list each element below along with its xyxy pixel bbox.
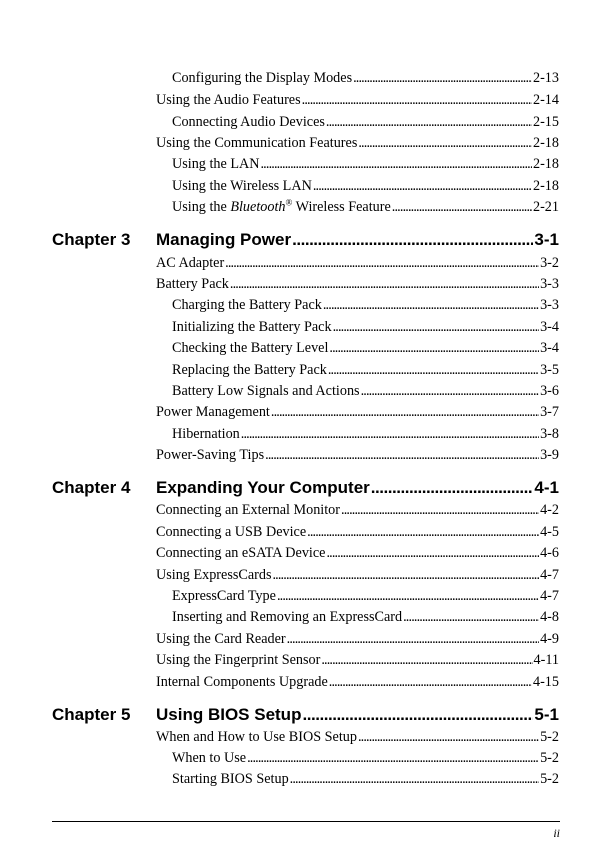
toc-entry[interactable] (156, 567, 559, 587)
toc-entry[interactable] (172, 156, 559, 176)
leader-dots (326, 545, 539, 562)
leader-dots (313, 178, 532, 195)
leader-dots (225, 255, 539, 272)
toc-entry[interactable] (172, 297, 559, 317)
footer-rule (52, 821, 560, 822)
toc-entry-label: Using the Card Reader (156, 631, 286, 647)
toc-entry[interactable] (172, 362, 559, 382)
chapter-heading-4[interactable] (0, 478, 613, 502)
toc-entry-label: Using the Fingerprint Sensor (156, 652, 321, 668)
leader-dots (241, 426, 539, 443)
leader-dots (333, 319, 540, 336)
toc-entry-label: Starting BIOS Setup (172, 771, 289, 787)
leader-dots (341, 502, 539, 519)
registered-mark: ® (285, 197, 293, 208)
leader-dots (302, 705, 533, 725)
toc-entry-label: ExpressCard Type (172, 588, 276, 604)
toc-entry[interactable] (156, 524, 559, 544)
chapter-heading-3[interactable] (0, 230, 613, 254)
leader-dots (329, 674, 532, 691)
toc-entry-page: 4-5 (540, 524, 559, 540)
toc-entry-page: 3-3 (540, 276, 559, 292)
toc-entry-page: 3-9 (540, 447, 559, 463)
toc-entry-label: When to Use (172, 750, 247, 766)
leader-dots (302, 92, 532, 109)
leader-dots (323, 297, 539, 314)
chapter-page: 5-1 (534, 705, 559, 724)
leader-dots (277, 588, 539, 605)
toc-entry-page: 3-3 (540, 297, 559, 313)
toc-entry-label: Using the Wireless LAN (172, 178, 312, 194)
toc-entry[interactable] (156, 404, 559, 424)
toc-entry[interactable] (156, 674, 559, 694)
leader-dots (329, 340, 539, 357)
toc-entry-label: Battery Low Signals and Actions (172, 383, 360, 399)
chapter-heading-5[interactable] (0, 705, 613, 729)
leader-dots (247, 750, 539, 767)
toc-entry-page: 5-2 (540, 771, 559, 787)
toc-entry[interactable] (156, 631, 559, 651)
footer-page-number: ii (553, 826, 560, 840)
toc-entry-page: 4-7 (540, 567, 559, 583)
chapter-title: Expanding Your Computer (156, 478, 370, 497)
bluetooth-brand: Bluetooth (230, 199, 286, 215)
toc-entry-label: Using the Communication Features (156, 135, 358, 151)
toc-entry-label: Connecting Audio Devices (172, 114, 325, 130)
toc-entry-page: 3-8 (540, 426, 559, 442)
toc-entry-label: Connecting an External Monitor (156, 502, 341, 518)
chapter-label: Chapter 4 (52, 478, 131, 497)
toc-entry[interactable] (172, 383, 559, 403)
toc-entry[interactable] (172, 178, 559, 198)
toc-entry-bluetooth[interactable] (172, 199, 559, 219)
leader-dots (292, 230, 533, 250)
toc-entry-page: 4-7 (540, 588, 559, 604)
leader-dots (353, 70, 532, 87)
toc-entry-label: Battery Pack (156, 276, 229, 292)
chapter-label: Chapter 5 (52, 705, 131, 724)
toc-entry[interactable] (156, 652, 559, 672)
toc-entry[interactable] (156, 545, 559, 565)
toc-entry-label: Hibernation (172, 426, 240, 442)
leader-dots (260, 156, 532, 173)
toc-entry-label: Charging the Battery Pack (172, 297, 322, 313)
toc-entry-label: Using ExpressCards (156, 567, 272, 583)
toc-entry-label: Checking the Battery Level (172, 340, 329, 356)
toc-entry[interactable] (156, 135, 559, 155)
toc-entry-label: Using the LAN (172, 156, 260, 172)
toc-entry-label: Connecting an eSATA Device (156, 545, 326, 561)
leader-dots (392, 199, 532, 216)
toc-entry[interactable] (172, 70, 559, 90)
leader-dots (403, 609, 539, 626)
toc-entry-page: 2-18 (532, 135, 559, 151)
toc-entry-page: 2-14 (532, 92, 559, 108)
toc-entry-page: 3-5 (540, 362, 559, 378)
leader-dots (371, 478, 534, 498)
toc-entry[interactable] (156, 502, 559, 522)
toc-entry-label: Initializing the Battery Pack (172, 319, 332, 335)
toc-entry-label: Connecting a USB Device (156, 524, 307, 540)
toc-entry-page: 4-6 (540, 545, 559, 561)
toc-entry[interactable] (172, 340, 559, 360)
toc-entry-page: 4-11 (533, 652, 559, 668)
leader-dots (358, 135, 532, 152)
toc-entry-page: 5-2 (540, 729, 559, 745)
chapter-title: Managing Power (156, 230, 292, 249)
toc-entry-label: Power Management (156, 404, 270, 420)
toc-entry-page: 2-15 (532, 114, 559, 130)
toc-entry-label: AC Adapter (156, 255, 225, 271)
toc-entry-page: 5-2 (540, 750, 559, 766)
toc-entry[interactable] (172, 588, 559, 608)
leader-dots (287, 631, 539, 648)
toc-entry[interactable] (172, 426, 559, 446)
toc-entry[interactable] (156, 729, 559, 749)
leader-dots (230, 276, 539, 293)
toc-entry[interactable] (156, 92, 559, 112)
chapter-title: Using BIOS Setup (156, 705, 302, 724)
toc-entry-page: 3-7 (540, 404, 559, 420)
toc-entry-label: Internal Components Upgrade (156, 674, 328, 690)
leader-dots (272, 567, 539, 584)
leader-dots (290, 771, 539, 788)
toc-entry[interactable] (156, 255, 559, 275)
leader-dots (307, 524, 539, 541)
toc-entry-page: 2-21 (532, 199, 559, 215)
toc-entry[interactable] (156, 276, 559, 296)
toc-entry-page: 3-2 (540, 255, 559, 271)
toc-entry-page: 3-6 (540, 383, 559, 399)
toc-entry-page: 4-2 (540, 502, 559, 518)
leader-dots (321, 652, 532, 669)
chapter-page: 4-1 (534, 478, 559, 497)
toc-entry-label: Using the Audio Features (156, 92, 301, 108)
toc-entry-label: Replacing the Battery Pack (172, 362, 327, 378)
leader-dots (328, 362, 539, 379)
leader-dots (326, 114, 532, 131)
toc-entry-page: 4-8 (540, 609, 559, 625)
toc-entry-page: 2-18 (532, 156, 559, 172)
leader-dots (265, 447, 539, 464)
toc-entry-page: 2-13 (532, 70, 559, 86)
toc-entry-label: Configuring the Display Modes (172, 70, 353, 86)
toc-entry-page: 4-15 (532, 674, 559, 690)
toc-entry-page: 3-4 (540, 340, 559, 356)
toc-entry[interactable] (172, 750, 559, 770)
toc-entry-page: 3-4 (540, 319, 559, 335)
toc-entry-label: Using the Bluetooth® Wireless Feature (172, 197, 391, 215)
leader-dots (361, 383, 540, 400)
toc-entry-page: 2-18 (532, 178, 559, 194)
toc-entry[interactable] (172, 609, 559, 629)
leader-dots (358, 729, 539, 746)
toc-entry-label: Power-Saving Tips (156, 447, 265, 463)
toc-entry[interactable] (172, 114, 559, 134)
toc-entry-label: When and How to Use BIOS Setup (156, 729, 357, 745)
chapter-label: Chapter 3 (52, 230, 131, 249)
leader-dots (271, 404, 539, 421)
toc-entry-label: Inserting and Removing an ExpressCard (172, 609, 403, 625)
toc-entry[interactable] (172, 319, 559, 339)
toc-entry[interactable] (156, 447, 559, 467)
toc-entry-page: 4-9 (540, 631, 559, 647)
toc-entry[interactable] (172, 771, 559, 791)
chapter-page: 3-1 (534, 230, 559, 249)
